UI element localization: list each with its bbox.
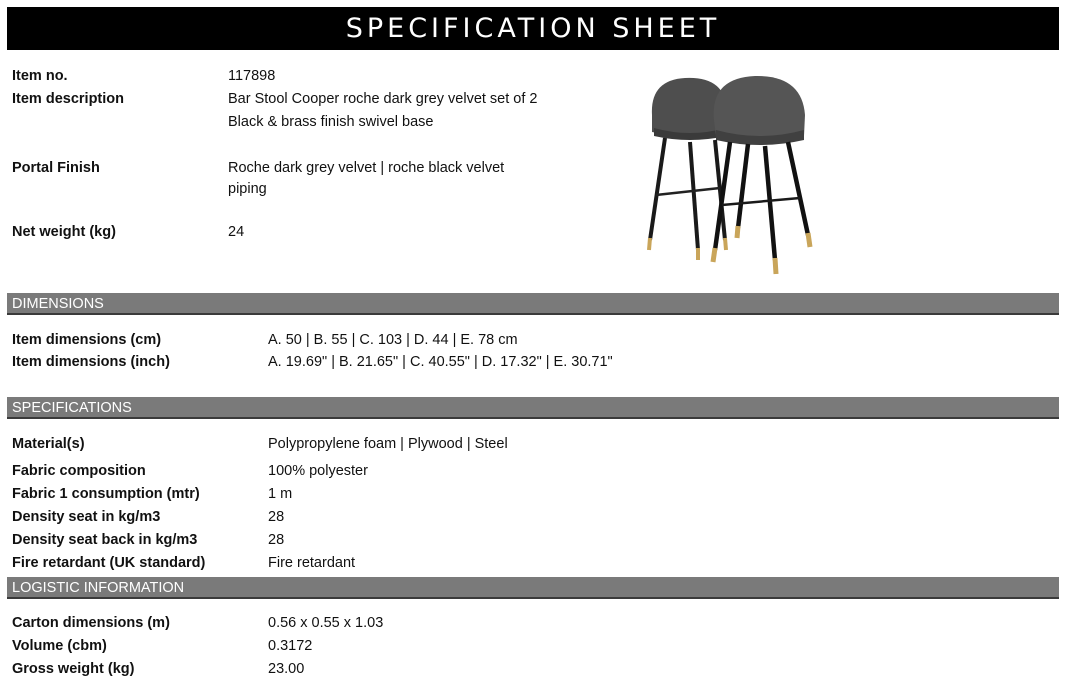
- logistic-value: 0.56 x 0.55 x 1.03: [268, 615, 384, 631]
- spec-value: Fire retardant: [268, 555, 356, 571]
- logistic-label: Carton dimensions (m): [12, 615, 170, 631]
- spec-label: Fire retardant (UK standard): [12, 555, 206, 571]
- spec-label: Density seat in kg/m3: [12, 509, 161, 525]
- item-description-line1: Bar Stool Cooper roche dark grey velvet set of 2: [228, 91, 538, 107]
- spec-value: 28: [268, 532, 285, 548]
- logistic-value: 0.3172: [268, 638, 313, 654]
- item-dimensions-inch-label: Item dimensions (inch): [12, 354, 170, 370]
- page-title: SPECIFICATION SHEET: [345, 13, 721, 44]
- spec-label: Density seat back in kg/m3: [12, 532, 198, 548]
- product-image: [630, 70, 830, 285]
- spec-label: Fabric 1 consumption (mtr): [12, 486, 200, 502]
- logistic-label: Gross weight (kg): [12, 661, 135, 677]
- logistic-section-header: LOGISTIC INFORMATION: [7, 577, 1059, 599]
- spec-value: Polypropylene foam | Plywood | Steel: [268, 436, 508, 452]
- logistic-label: Volume (cbm): [12, 638, 107, 654]
- spec-value: 28: [268, 509, 285, 525]
- item-no-value: 117898: [228, 68, 276, 84]
- item-description-line2: Black & brass finish swivel base: [228, 114, 434, 130]
- item-no-label: Item no.: [12, 68, 68, 84]
- item-dimensions-inch-value: A. 19.69" | B. 21.65" | C. 40.55" | D. 17.32" | E. 30.71": [268, 354, 613, 370]
- portal-finish-line1: Roche dark grey velvet | roche black velvet: [228, 160, 505, 176]
- specifications-section-header: SPECIFICATIONS: [7, 397, 1059, 419]
- item-dimensions-cm-value: A. 50 | B. 55 | C. 103 | D. 44 | E. 78 cm: [268, 332, 518, 348]
- logistic-value: 23.00: [268, 661, 305, 677]
- item-dimensions-cm-label: Item dimensions (cm): [12, 332, 162, 348]
- net-weight-label: Net weight (kg): [12, 224, 116, 240]
- spec-value: 100% polyester: [268, 463, 368, 479]
- spec-value: 1 m: [268, 486, 293, 502]
- dimensions-section-header: DIMENSIONS: [7, 293, 1059, 315]
- portal-finish-label: Portal Finish: [12, 160, 100, 176]
- portal-finish-line2: piping: [228, 181, 267, 197]
- spec-label: Material(s): [12, 436, 85, 452]
- item-description-label: Item description: [12, 91, 124, 107]
- page-header: [7, 7, 1059, 50]
- spec-label: Fabric composition: [12, 463, 146, 479]
- net-weight-value: 24: [228, 224, 245, 240]
- bar-stool-front: [713, 76, 810, 274]
